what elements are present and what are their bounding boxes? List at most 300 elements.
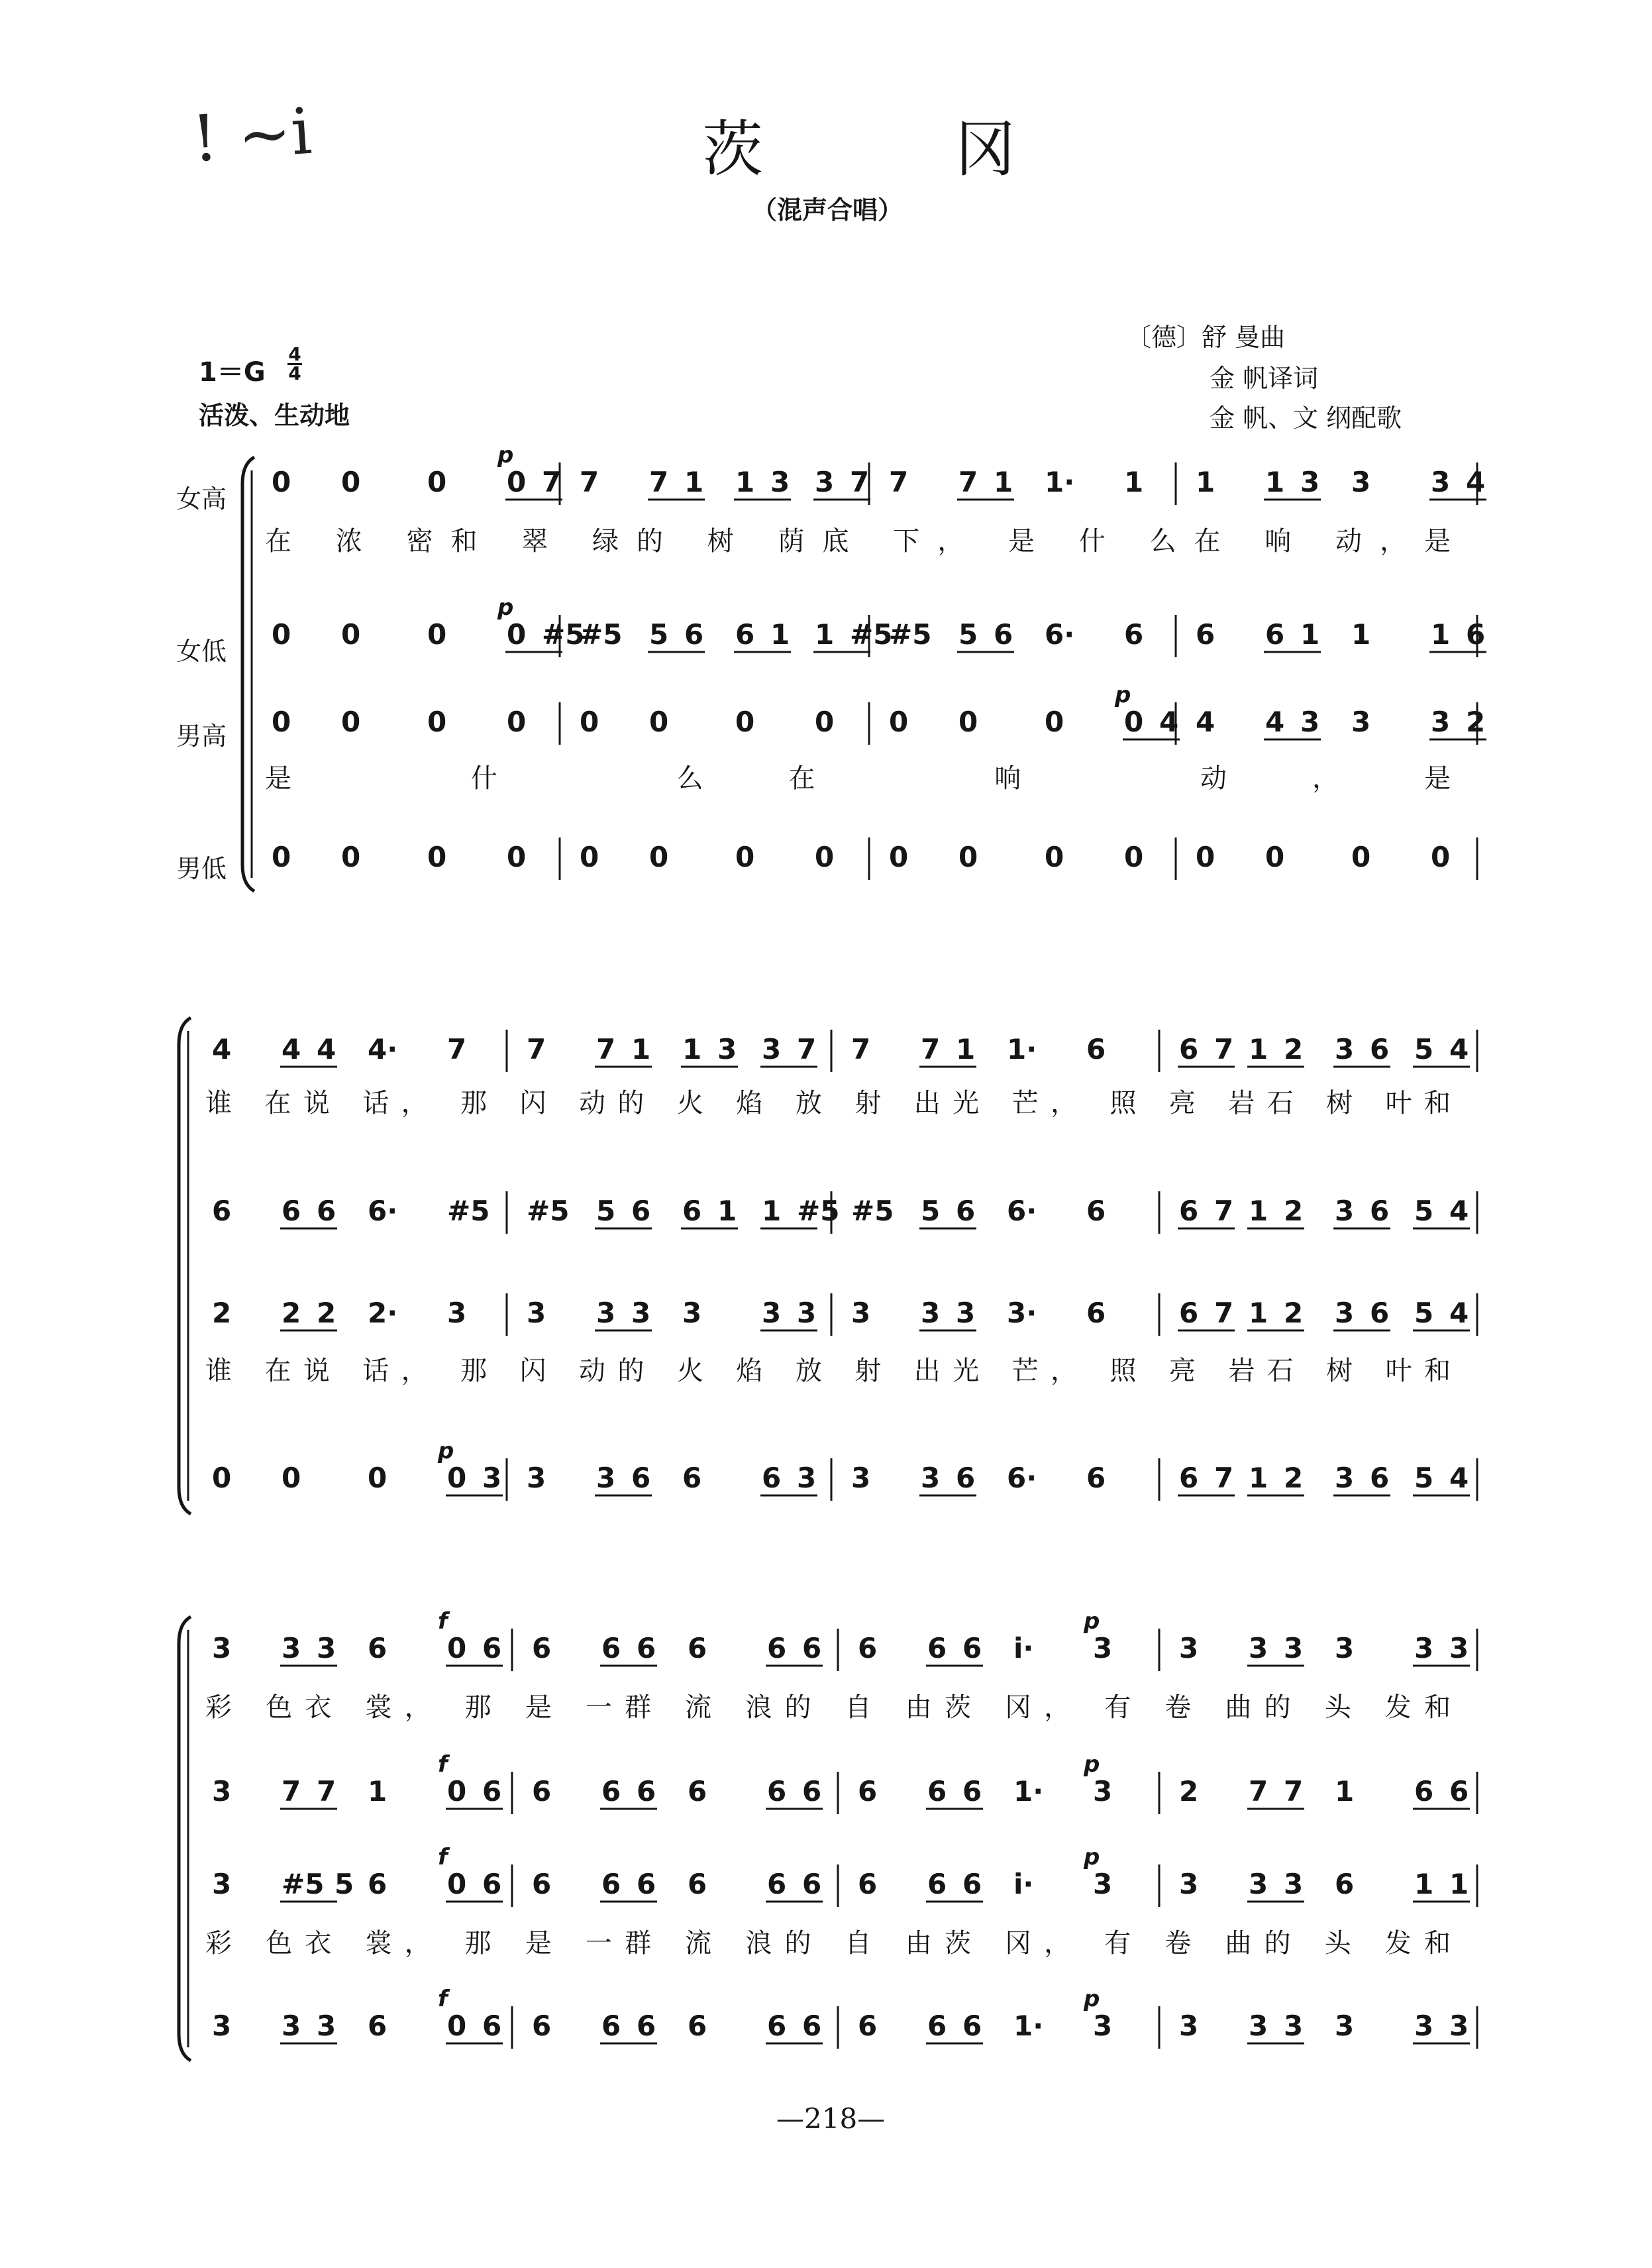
note-2-0-2-1-1: 6 [962,1632,982,1664]
note-0-1-2-1-1: 6 [994,618,1013,651]
note-2-2-3-1-0: 3 [1249,1868,1268,1900]
note-2-1-0-3-1: 6 [482,1775,502,1808]
handwritten-mark: ! ~i [189,93,314,177]
note-1-3-2-3-0: 6 [1086,1462,1106,1494]
note-1-0-2-1-0: 7 [921,1033,941,1065]
song-title: 茨 冈 [702,114,1102,185]
dynamic-2-1-0: f [438,1751,448,1778]
note-0-1-0-3-1: #5 [542,618,585,651]
note-1-2-3-3-0: 5 [1414,1297,1434,1329]
note-1-0-1-2-0: 1 [682,1033,702,1065]
note-0-0-2-1-1: 1 [994,466,1013,498]
note-0-3-1-3-0: 0 [815,841,835,873]
note-2-3-1-2-0: 6 [688,2010,707,2042]
note-2-0-2-3-0: 3 [1093,1632,1113,1664]
note-2-3-0-2-0: 6 [368,2010,387,2042]
note-1-1-2-1-0: 5 [921,1195,941,1227]
note-0-1-0-1-0: 0 [341,618,361,651]
note-2-0-1-2-0: 6 [688,1632,707,1664]
note-2-0-2-0-0: 6 [858,1632,878,1664]
note-1-3-3-1-0: 1 [1249,1462,1268,1494]
dynamic-2-2-0: f [438,1844,448,1870]
note-2-0-3-3-1: 3 [1449,1632,1469,1664]
note-0-1-1-3-1: #5 [850,618,893,651]
note-2-3-2-1-0: 6 [927,2010,947,2042]
note-1-2-3-2-0: 3 [1335,1297,1355,1329]
note-1-3-2-2-0: 6· [1007,1462,1037,1494]
note-2-3-0-3-0: 0 [447,2010,467,2042]
note-2-1-1-3-1: 6 [802,1775,822,1808]
note-1-2-0-0-0: 2 [212,1297,232,1329]
note-1-1-3-2-0: 3 [1335,1195,1355,1227]
note-0-0-0-2-0: 0 [427,466,447,498]
note-2-2-2-1-0: 6 [927,1868,947,1900]
note-2-1-3-1-1: 7 [1284,1775,1304,1808]
note-1-0-3-0-0: 6 [1179,1033,1199,1065]
note-2-2-0-3-0: 0 [447,1868,467,1900]
dynamic-2-0-0: f [438,1608,448,1635]
note-2-1-1-2-0: 6 [688,1775,707,1808]
note-0-1-3-3-1: 6 [1466,618,1486,651]
note-2-1-0-1-0: 7 [282,1775,301,1808]
note-0-0-3-3-0: 3 [1431,466,1451,498]
note-0-2-0-3-0: 0 [507,706,527,738]
note-0-0-0-1-0: 0 [341,466,361,498]
note-2-2-3-2-0: 6 [1335,1868,1355,1900]
note-0-0-1-1-1: 1 [684,466,704,498]
note-2-3-3-3-0: 3 [1414,2010,1434,2042]
note-1-1-2-3-0: 6 [1086,1195,1106,1227]
note-0-3-2-3-0: 0 [1124,841,1144,873]
note-0-2-3-3-1: 2 [1466,706,1486,738]
note-1-1-0-0-0: 6 [212,1195,232,1227]
note-1-1-3-3-1: 4 [1449,1195,1469,1227]
lyrics-2-0: 彩 色衣 裳， 那 是 一群 流 浪的 自 由茨 冈， 有 卷 曲的 头 发和 [205,1692,1451,1723]
note-2-0-0-3-0: 0 [447,1632,467,1664]
dynamic-0-0-0: p [497,442,514,468]
note-1-1-1-3-0: 1 [762,1195,782,1227]
note-1-3-1-3-0: 6 [762,1462,782,1494]
note-1-2-1-1-0: 3 [596,1297,616,1329]
note-0-1-3-0-0: 6 [1196,618,1215,651]
note-1-0-0-3-0: 7 [447,1033,467,1065]
note-1-0-3-1-0: 1 [1249,1033,1268,1065]
part-label-alto: 女低 [176,637,227,666]
note-1-2-1-1-1: 3 [631,1297,651,1329]
note-2-1-2-1-0: 6 [927,1775,947,1808]
note-2-2-2-2-0: i· [1013,1868,1034,1900]
note-0-1-1-1-0: 5 [649,618,669,651]
note-2-2-1-3-1: 6 [802,1868,822,1900]
part-label-tenor: 男高 [176,722,227,751]
note-1-1-0-3-0: #5 [447,1195,490,1227]
note-0-3-0-1-0: 0 [341,841,361,873]
note-1-0-0-0-0: 4 [212,1033,232,1065]
note-1-0-1-3-0: 3 [762,1033,782,1065]
note-2-3-2-0-0: 6 [858,2010,878,2042]
note-1-0-0-2-0: 4· [368,1033,398,1065]
note-1-3-1-1-1: 6 [631,1462,651,1494]
note-0-0-2-0-0: 7 [889,466,909,498]
note-2-1-2-0-0: 6 [858,1775,878,1808]
note-2-3-3-1-0: 3 [1249,2010,1268,2042]
part-label-soprano: 女高 [176,484,227,513]
note-1-3-2-1-1: 6 [956,1462,976,1494]
note-1-2-1-2-0: 3 [682,1297,702,1329]
note-0-0-3-1-0: 1 [1265,466,1285,498]
note-0-1-2-3-0: 6 [1124,618,1144,651]
note-2-3-3-3-1: 3 [1449,2010,1469,2042]
dynamic-2-0-1: p [1084,1608,1100,1635]
key-signature: 1＝G [199,357,266,388]
note-2-2-0-2-0: 6 [368,1868,387,1900]
note-0-3-2-1-0: 0 [958,841,978,873]
note-0-0-1-3-1: 7 [850,466,870,498]
lyrics-1-0: 谁 在说 话， 那 闪 动的 火 焰 放 射 出光 芒， 照 亮 岩石 树 叶和 [205,1088,1451,1118]
note-0-2-2-1-0: 0 [958,706,978,738]
note-2-1-3-0-0: 2 [1179,1775,1199,1808]
note-1-0-3-3-1: 4 [1449,1033,1469,1065]
note-1-0-2-2-0: 1· [1007,1033,1037,1065]
note-2-1-0-3-0: 0 [447,1775,467,1808]
note-0-3-1-1-0: 0 [649,841,669,873]
note-0-2-3-1-1: 3 [1300,706,1320,738]
note-0-1-1-0-0: #5 [580,618,623,651]
note-0-0-1-0-0: 7 [580,466,599,498]
note-2-0-1-1-0: 6 [601,1632,621,1664]
note-0-2-1-3-0: 0 [815,706,835,738]
note-2-3-3-1-1: 3 [1284,2010,1304,2042]
note-1-0-3-2-0: 3 [1335,1033,1355,1065]
note-2-2-1-1-0: 6 [601,1868,621,1900]
lyrics-0-0: 在 浓 密和 翠 绿的 树 荫底 下， 是 什 么在 响 动，是 [265,526,1451,557]
note-2-2-2-1-1: 6 [962,1868,982,1900]
note-2-2-3-1-1: 3 [1284,1868,1304,1900]
note-2-2-0-3-1: 6 [482,1868,502,1900]
note-0-3-0-3-0: 0 [507,841,527,873]
note-1-3-3-1-1: 2 [1284,1462,1304,1494]
note-1-3-3-3-1: 4 [1449,1462,1469,1494]
note-2-3-0-1-0: 3 [282,2010,301,2042]
note-2-3-0-3-1: 6 [482,2010,502,2042]
note-1-1-3-1-0: 1 [1249,1195,1268,1227]
note-2-3-0-0-0: 3 [212,2010,232,2042]
note-1-3-0-2-0: 0 [368,1462,387,1494]
note-2-1-3-1-0: 7 [1249,1775,1268,1808]
lyrics-0-2: 是 什 么在 响 动，是 [265,763,1451,794]
note-1-3-3-3-0: 5 [1414,1462,1434,1494]
note-2-3-1-3-1: 6 [802,2010,822,2042]
note-2-3-3-2-0: 3 [1335,2010,1355,2042]
note-1-2-1-3-1: 3 [797,1297,817,1329]
note-0-0-2-1-0: 7 [958,466,978,498]
note-1-0-3-1-1: 2 [1284,1033,1304,1065]
note-2-2-3-3-1: 1 [1449,1868,1469,1900]
dynamic-1-3-0: p [438,1438,454,1464]
note-1-0-2-0-0: 7 [851,1033,871,1065]
note-0-1-0-3-0: 0 [507,618,527,651]
note-1-3-2-1-0: 3 [921,1462,941,1494]
note-1-2-3-2-1: 6 [1370,1297,1390,1329]
note-1-0-1-1-1: 1 [631,1033,651,1065]
note-2-2-3-0-0: 3 [1179,1868,1199,1900]
note-0-3-2-2-0: 0 [1045,841,1064,873]
note-0-2-3-3-0: 3 [1431,706,1451,738]
note-2-1-2-1-1: 6 [962,1775,982,1808]
note-1-1-3-3-0: 5 [1414,1195,1434,1227]
note-1-1-2-0-0: #5 [851,1195,894,1227]
note-0-1-3-1-0: 6 [1265,618,1285,651]
dynamic-2-3-0: f [438,1986,448,2012]
note-2-0-3-1-1: 3 [1284,1632,1304,1664]
note-1-3-0-1-0: 0 [282,1462,301,1494]
credit-arranger: 金 帆、文 纲配歌 [1210,404,1402,433]
note-1-2-2-1-0: 3 [921,1297,941,1329]
note-1-2-2-1-1: 3 [956,1297,976,1329]
note-1-1-0-1-0: 6 [282,1195,301,1227]
note-2-2-2-3-0: 3 [1093,1868,1113,1900]
note-1-0-0-1-0: 4 [282,1033,301,1065]
note-1-0-0-1-1: 4 [317,1033,336,1065]
note-2-0-0-2-0: 6 [368,1632,387,1664]
note-2-1-0-2-0: 1 [368,1775,387,1808]
note-2-0-1-0-0: 6 [532,1632,552,1664]
note-1-3-3-0-0: 6 [1179,1462,1199,1494]
note-2-1-0-0-0: 3 [212,1775,232,1808]
dynamic-0-2-0: p [1115,682,1131,708]
note-1-0-3-2-1: 6 [1370,1033,1390,1065]
note-1-3-3-2-1: 6 [1370,1462,1390,1494]
note-2-1-1-1-0: 6 [601,1775,621,1808]
note-2-0-0-1-0: 3 [282,1632,301,1664]
note-2-3-3-0-0: 3 [1179,2010,1199,2042]
note-2-0-3-3-0: 3 [1414,1632,1434,1664]
note-2-3-2-2-0: 1· [1013,2010,1044,2042]
note-1-0-1-1-0: 7 [596,1033,616,1065]
note-1-3-1-3-1: 3 [797,1462,817,1494]
note-1-1-1-2-0: 6 [682,1195,702,1227]
credit-translator: 金 帆译词 [1210,364,1319,393]
note-0-2-0-2-0: 0 [427,706,447,738]
note-2-3-0-1-1: 3 [317,2010,336,2042]
dynamic-2-2-1: p [1084,1844,1100,1870]
note-2-1-1-0-0: 6 [532,1775,552,1808]
note-0-1-2-2-0: 6· [1045,618,1075,651]
note-0-0-1-2-0: 1 [735,466,755,498]
note-2-3-2-1-1: 6 [962,2010,982,2042]
note-2-3-1-1-1: 6 [637,2010,656,2042]
note-1-2-3-1-0: 1 [1249,1297,1268,1329]
note-1-1-3-1-1: 2 [1284,1195,1304,1227]
note-0-3-0-0-0: 0 [272,841,291,873]
note-2-0-0-0-0: 3 [212,1632,232,1664]
note-1-0-3-0-1: 7 [1214,1033,1234,1065]
note-0-3-0-2-0: 0 [427,841,447,873]
note-2-0-0-3-1: 6 [482,1632,502,1664]
note-0-2-0-1-0: 0 [341,706,361,738]
note-2-2-0-1-1: 5 [335,1868,354,1900]
note-2-0-3-0-0: 3 [1179,1632,1199,1664]
note-0-3-3-0-0: 0 [1196,841,1215,873]
note-0-1-0-0-0: 0 [272,618,291,651]
note-0-2-2-2-0: 0 [1045,706,1064,738]
note-1-3-0-0-0: 0 [212,1462,232,1494]
page-number: —218— [776,2102,886,2135]
note-1-1-3-0-1: 7 [1214,1195,1234,1227]
note-1-1-1-1-0: 5 [596,1195,616,1227]
dynamic-0-1-0: p [497,594,514,621]
note-2-1-3-2-0: 1 [1335,1775,1355,1808]
note-1-2-3-0-0: 6 [1179,1297,1199,1329]
note-2-2-0-0-0: 3 [212,1868,232,1900]
note-0-0-0-0-0: 0 [272,466,291,498]
note-0-0-0-3-0: 0 [507,466,527,498]
note-0-2-2-3-0: 0 [1124,706,1144,738]
note-2-0-1-1-1: 6 [637,1632,656,1664]
note-2-3-1-0-0: 6 [532,2010,552,2042]
note-0-3-3-2-0: 0 [1351,841,1371,873]
note-2-2-1-0-0: 6 [532,1868,552,1900]
lyrics-1-2: 谁 在说 话， 那 闪 动的 火 焰 放 射 出光 芒， 照 亮 岩石 树 叶和 [205,1356,1451,1386]
note-1-2-1-0-0: 3 [527,1297,546,1329]
note-2-1-1-3-0: 6 [767,1775,787,1808]
note-1-3-0-3-0: 0 [447,1462,467,1494]
note-2-2-0-1-0: #5 [282,1868,325,1900]
note-1-2-0-1-0: 2 [282,1297,301,1329]
note-2-2-2-0-0: 6 [858,1868,878,1900]
note-1-3-1-2-0: 6 [682,1462,702,1494]
note-1-2-2-3-0: 6 [1086,1297,1106,1329]
note-0-0-3-1-1: 3 [1300,466,1320,498]
note-1-3-3-0-1: 7 [1214,1462,1234,1494]
note-2-2-1-1-1: 6 [637,1868,656,1900]
note-2-3-1-1-0: 6 [601,2010,621,2042]
note-2-0-1-3-0: 6 [767,1632,787,1664]
note-1-0-1-3-1: 7 [797,1033,817,1065]
note-1-1-0-1-1: 6 [317,1195,336,1227]
note-0-2-2-0-0: 0 [889,706,909,738]
note-2-2-1-2-0: 6 [688,1868,707,1900]
note-1-2-1-3-0: 3 [762,1297,782,1329]
note-1-2-3-3-1: 4 [1449,1297,1469,1329]
note-0-0-1-1-0: 7 [649,466,669,498]
note-0-1-0-2-0: 0 [427,618,447,651]
note-0-2-1-2-0: 0 [735,706,755,738]
note-0-2-3-0-0: 4 [1196,706,1215,738]
note-0-0-1-3-0: 3 [815,466,835,498]
note-0-1-3-2-0: 1 [1351,618,1371,651]
note-0-1-2-1-0: 5 [958,618,978,651]
note-0-0-2-3-0: 1 [1124,466,1144,498]
credit-composer: 〔德〕舒 曼曲 [1126,323,1286,352]
note-1-1-1-2-1: 1 [717,1195,737,1227]
note-1-0-3-3-0: 5 [1414,1033,1434,1065]
note-1-3-2-0-0: 3 [851,1462,871,1494]
note-2-2-3-3-0: 1 [1414,1868,1434,1900]
note-2-0-3-2-0: 3 [1335,1632,1355,1664]
note-1-1-3-2-1: 6 [1370,1195,1390,1227]
note-2-0-2-1-0: 6 [927,1632,947,1664]
note-1-2-0-1-1: 2 [317,1297,336,1329]
note-1-3-1-0-0: 3 [527,1462,546,1494]
note-0-1-3-3-0: 1 [1431,618,1451,651]
dynamic-2-3-1: p [1084,1986,1100,2012]
note-1-3-3-2-0: 3 [1335,1462,1355,1494]
note-0-3-2-0-0: 0 [889,841,909,873]
note-1-0-2-3-0: 6 [1086,1033,1106,1065]
note-2-1-3-3-0: 6 [1414,1775,1434,1808]
note-2-1-1-1-1: 6 [637,1775,656,1808]
note-2-0-0-1-1: 3 [317,1632,336,1664]
note-0-3-1-2-0: 0 [735,841,755,873]
note-0-1-2-0-0: #5 [889,618,932,651]
note-0-1-1-3-0: 1 [815,618,835,651]
note-0-1-1-2-0: 6 [735,618,755,651]
note-2-3-1-3-0: 6 [767,2010,787,2042]
song-subtitle: （混声合唱） [752,195,903,225]
note-1-2-3-0-1: 7 [1214,1297,1234,1329]
note-0-0-0-3-1: 7 [542,466,562,498]
note-2-0-2-2-0: i· [1013,1632,1034,1664]
note-1-1-1-3-1: #5 [797,1195,840,1227]
note-1-2-3-1-1: 2 [1284,1297,1304,1329]
part-label-bass: 男低 [176,854,227,883]
note-2-1-0-1-1: 7 [317,1775,336,1808]
note-1-1-1-0-0: #5 [527,1195,570,1227]
note-2-1-2-3-0: 3 [1093,1775,1113,1808]
note-0-3-1-0-0: 0 [580,841,599,873]
note-2-3-2-3-0: 3 [1093,2010,1113,2042]
note-2-2-1-3-0: 6 [767,1868,787,1900]
note-1-1-0-2-0: 6· [368,1195,398,1227]
time-signature-top: 4 [288,343,301,365]
note-0-2-1-1-0: 0 [649,706,669,738]
note-1-0-1-2-1: 3 [717,1033,737,1065]
note-0-1-1-1-1: 6 [684,618,704,651]
note-0-0-1-2-1: 3 [770,466,790,498]
note-0-2-2-3-1: 4 [1159,706,1179,738]
note-0-1-3-1-1: 1 [1300,618,1320,651]
note-0-2-3-2-0: 3 [1351,706,1371,738]
note-0-2-3-1-0: 4 [1265,706,1285,738]
note-1-1-2-1-1: 6 [956,1195,976,1227]
note-1-2-2-2-0: 3· [1007,1297,1037,1329]
note-2-1-3-3-1: 6 [1449,1775,1469,1808]
tempo-marking: 活泼、生动地 [199,401,350,430]
note-1-1-1-1-1: 6 [631,1195,651,1227]
note-1-2-0-3-0: 3 [447,1297,467,1329]
note-1-2-0-2-0: 2· [368,1297,398,1329]
note-1-3-1-1-0: 3 [596,1462,616,1494]
note-0-3-3-3-0: 0 [1431,841,1451,873]
note-0-0-3-0-0: 1 [1196,466,1215,498]
note-0-3-3-1-0: 0 [1265,841,1285,873]
time-signature-bottom: 4 [288,362,301,384]
note-0-2-0-0-0: 0 [272,706,291,738]
note-0-0-3-2-0: 3 [1351,466,1371,498]
note-1-2-2-0-0: 3 [851,1297,871,1329]
note-1-1-3-0-0: 6 [1179,1195,1199,1227]
note-0-1-1-2-1: 1 [770,618,790,651]
note-1-0-2-1-1: 1 [956,1033,976,1065]
note-0-2-1-0-0: 0 [580,706,599,738]
note-1-1-2-2-0: 6· [1007,1195,1037,1227]
note-0-0-3-3-1: 4 [1466,466,1486,498]
lyrics-2-2: 彩 色衣 裳， 那 是 一群 流 浪的 自 由茨 冈， 有 卷 曲的 头 发和 [205,1928,1451,1959]
note-1-0-1-0-0: 7 [527,1033,546,1065]
note-0-0-2-2-0: 1· [1045,466,1075,498]
note-2-1-2-2-0: 1· [1013,1775,1044,1808]
